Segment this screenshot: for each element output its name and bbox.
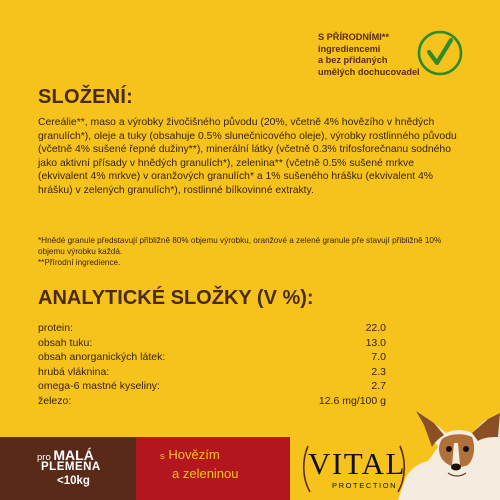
table-row <box>38 321 386 336</box>
analysis-table <box>38 321 386 409</box>
row-label: omega-6 mastné kyseliny: <box>38 380 160 393</box>
size-line-2: PLEMENA <box>41 461 101 473</box>
ingredients-text: Cereálie**, maso a výrobky živočišného původu (20%, včetně 4% hovězího v hnědých granulích*), oleje a tuky (obsahuje 0.5% slunečnicového oleje), výrobky rostlinného původu (včetně 4% sušené řepné dužiny**), minerální látky (včetně 0.3% trifosforečnanu sodného jako aktivní přísady v hnědých granulích*), zelenina** (včetně 0.5% sušené mrkve (ekvivalent 4% mrkve) v oranžových granulích* a 1% sušeného hrášku (ekvivalent 4% hrášku) v zelených granulích*), rostlinné bílkovinné extrakty. <box>38 117 457 196</box>
claim-line-4: umělých dochucovadel <box>318 66 420 77</box>
row-value: 7.0 <box>371 351 386 364</box>
row-label: hrubá vláknina: <box>38 365 110 378</box>
table-row <box>38 365 386 380</box>
row-label: protein: <box>38 322 74 334</box>
check-circle-icon <box>416 29 464 77</box>
size-pre: pro <box>37 452 51 463</box>
row-label: železo: <box>38 394 72 407</box>
note-natural: **Přírodní ingredience. <box>38 257 121 267</box>
composition-heading: SLOŽENÍ: <box>38 86 133 108</box>
table-row <box>38 379 386 394</box>
analysis-heading: ANALYTICKÉ SLOŽKY (V %): <box>38 287 314 309</box>
size-weight: <10kg <box>57 475 90 487</box>
claim-line-1: S PŘÍRODNÍMI** <box>318 32 389 42</box>
flavour-line-2: a zeleninou <box>172 466 239 481</box>
row-label: obsah tuku: <box>38 336 93 349</box>
claim-line-2: ingrediencemi <box>318 43 381 54</box>
claim-line-3: a bez přidaných <box>318 55 388 65</box>
row-label: obsah anorganických látek: <box>38 351 166 364</box>
flavour-main: Hovězím <box>168 447 220 462</box>
flavour-line-1 <box>160 447 220 462</box>
brand-logo: VITAL <box>308 446 406 481</box>
row-value: 2.3 <box>371 365 386 378</box>
size-main: MALÁ <box>53 447 94 463</box>
brand-sub: PROTECTION <box>332 481 398 490</box>
natural-claim <box>318 32 418 78</box>
row-value: 22.0 <box>365 322 386 334</box>
note-granules: *Hnědé granule představují přibližně 80% objemu výrobku, oranžové a zelené granule pře stavují přibližně 10% objemu výrobku každá. <box>38 236 442 256</box>
row-value: 12.6 mg/100 g <box>318 394 386 407</box>
dog-photo <box>398 407 500 500</box>
table-row <box>38 336 386 351</box>
table-row <box>38 394 386 409</box>
row-value: 2.7 <box>371 380 386 393</box>
table-row <box>38 350 386 365</box>
ingredients-notes <box>38 236 458 268</box>
row-value: 13.0 <box>365 336 386 349</box>
flavour-pre: s <box>160 451 165 462</box>
